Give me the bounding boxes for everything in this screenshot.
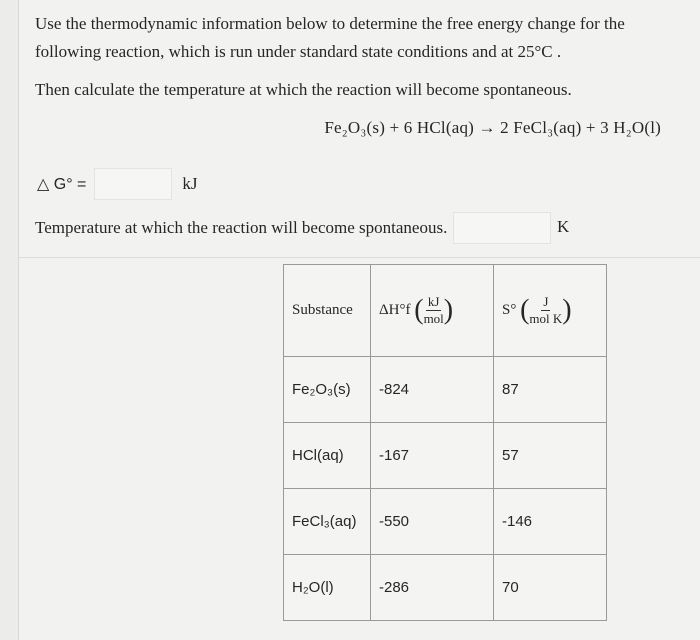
cell-delta-h: -167 bbox=[371, 423, 494, 489]
temperature-answer-row bbox=[35, 212, 551, 244]
cell-substance: Fe₂O₃(s) bbox=[284, 357, 371, 423]
delta-g-input[interactable] bbox=[94, 168, 172, 200]
cell-entropy: 70 bbox=[494, 555, 607, 621]
cell-delta-h: -286 bbox=[371, 555, 494, 621]
cell-delta-h: -550 bbox=[371, 489, 494, 555]
temperature-label: Temperature at which the reaction will become spontaneous. bbox=[35, 218, 448, 237]
reaction-equation: Fe₂O₃(s) + 6 HCl(aq) → 2 FeCl₃(aq) + 3 H₂O(l) bbox=[324, 118, 661, 137]
header-delta-h: ΔH°f ( $\frac{kJ}{\text{mol}}$ ) bbox=[371, 265, 494, 357]
delta-g-answer-row bbox=[37, 168, 198, 200]
header-entropy: S° ( $\frac{J}{\text{mol K}}$ ) bbox=[494, 265, 607, 357]
header-substance: Substance bbox=[284, 265, 371, 357]
cell-entropy: -146 bbox=[494, 489, 607, 555]
cell-substance: H₂O(l) bbox=[284, 555, 371, 621]
cell-entropy: 57 bbox=[494, 423, 607, 489]
table-row bbox=[284, 423, 607, 489]
cell-substance: FeCl₃(aq) bbox=[284, 489, 371, 555]
divider bbox=[19, 257, 700, 258]
table-row bbox=[284, 555, 607, 621]
table-header-row bbox=[284, 265, 607, 357]
table-row bbox=[284, 489, 607, 555]
question-subtext: Then calculate the temperature at which the reaction will become spontaneous. bbox=[35, 80, 572, 99]
temperature-input[interactable] bbox=[453, 212, 551, 244]
cell-delta-h: -824 bbox=[371, 357, 494, 423]
question-text: Use the thermodynamic information below to determine the free energy change for the following reaction, which is run under standard state conditions and at 25°C . bbox=[35, 14, 625, 61]
cell-substance: HCl(aq) bbox=[284, 423, 371, 489]
question-page bbox=[18, 0, 700, 640]
delta-g-unit: kJ bbox=[182, 174, 198, 193]
temperature-unit: K bbox=[557, 217, 570, 236]
delta-g-label: △ G° = bbox=[37, 176, 87, 193]
cell-entropy: 87 bbox=[494, 357, 607, 423]
table-row bbox=[284, 357, 607, 423]
thermo-data-table bbox=[283, 264, 607, 621]
